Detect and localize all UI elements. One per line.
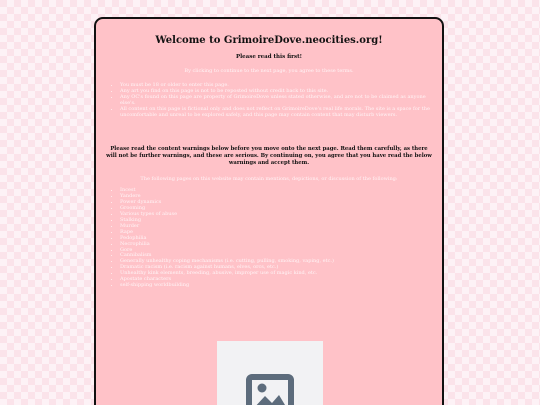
list-item: • You must be 18 or older to enter this page. (120, 83, 432, 89)
page-subtitle: Please read this first! (235, 54, 303, 60)
welcome-panel (94, 17, 444, 405)
continue-image[interactable] (217, 341, 323, 405)
list-item: • Stalking (120, 218, 432, 224)
page-title: Welcome to GrimoireDove.neocities.org! (155, 35, 383, 46)
list-item: • Pedophilia (120, 236, 432, 242)
list-item: • Rape (120, 230, 432, 236)
rules-list (106, 83, 432, 118)
list-item: • All content on this page is fictional only and does not reflect on GrimoireDove's real life morals. The site is a space for the uncomfortable and unreal to be explored safely, and this page may contain content that may disturb viewers. (120, 107, 432, 119)
warnings-intro: The following pages on this website may contain mentions, depictions, or discussion of the following: (140, 176, 398, 183)
list-item: • Unhealthy kink elements, breeding, abusive, improper use of magic kind, etc. (120, 271, 432, 277)
list-item: • Necrophilia (120, 242, 432, 248)
list-item: • Dramatic racism (i.e. racism against humans, elves, orcs, etc.) (120, 265, 432, 271)
list-item: • self-shipping worldbuilding (120, 283, 432, 289)
list-item: • Apostate characters (120, 277, 432, 283)
content-warning-notice: Please read the content warnings below before you move onto the next page. Read them carefully, as there will not be further warnings, and these are serious. By continuing on, you agree that you have read the below warnings and accept them. (106, 146, 432, 167)
image-placeholder-icon (245, 373, 295, 405)
list-item: • Any art you find on this page is not to be reposted without credit back to this site. (120, 89, 432, 95)
list-item: • Any OC's found on this page are property of GrimoireDove unless stated otherwise, and are not to be claimed as anyone else's. (120, 95, 432, 107)
list-item: • Yandere (120, 194, 432, 200)
terms-intro: By clicking to continue to the next page, you agree to these terms. (184, 68, 354, 74)
list-item: • Gore (120, 248, 432, 254)
list-item: • Cannibalism (120, 253, 432, 259)
list-item: • Various types of abuse (120, 212, 432, 218)
list-item: • Grooming (120, 206, 432, 212)
list-item: • Incest (120, 188, 432, 194)
warnings-list (106, 188, 432, 288)
list-item: • Murder (120, 224, 432, 230)
list-item: • Generally unhealthy coping mechanisms (i.e. cutting, pulling, smoking, vaping, etc.) (120, 259, 432, 265)
list-item: • Power dynamics (120, 200, 432, 206)
